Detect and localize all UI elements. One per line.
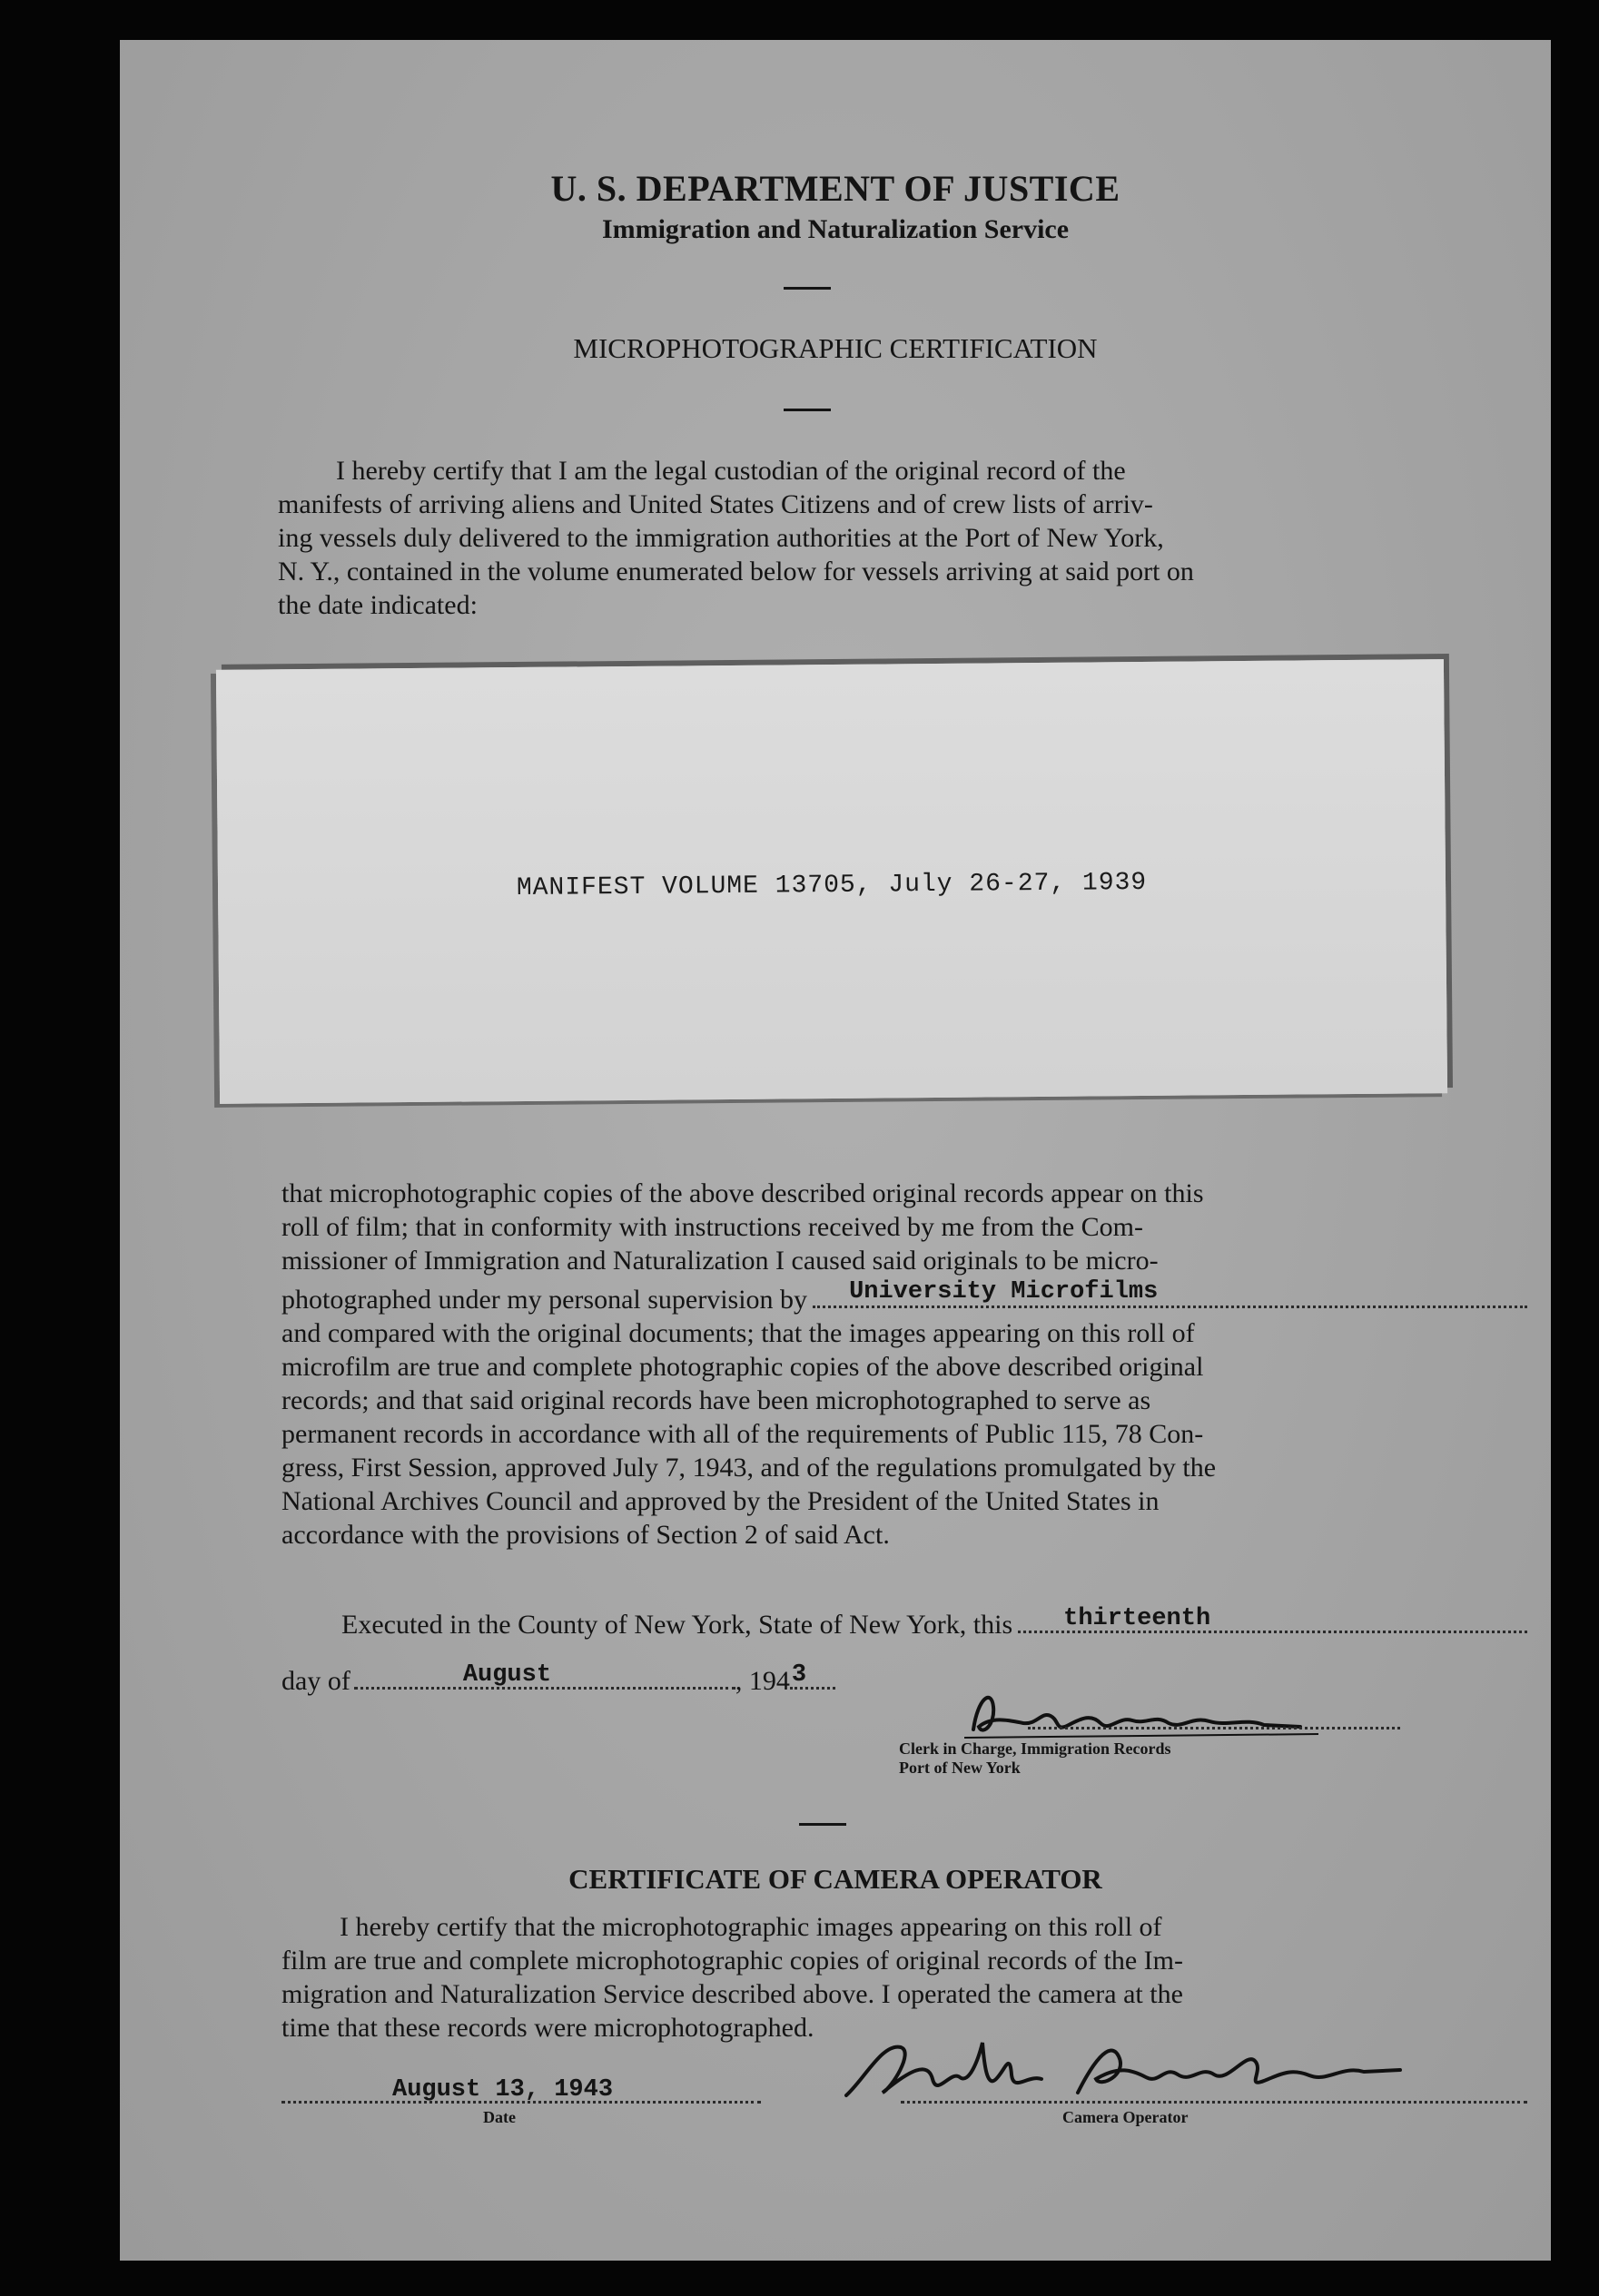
operator-label: Camera Operator: [1062, 2108, 1189, 2126]
clerk-title-line: Clerk in Charge, Immigration Records: [899, 1739, 1171, 1758]
intro-line: N. Y., contained in the volume enumerated below for vessels arriving at said port on: [278, 557, 1194, 586]
intro-line: ing vessels duly delivered to the immigration authorities at the Port of New York,: [278, 523, 1164, 553]
date-value: August 13, 1943: [392, 2076, 614, 2104]
day-ordinal-value: thirteenth: [1063, 1605, 1211, 1632]
year-prefix: 194: [748, 1666, 790, 1696]
day-ordinal-blank: [1018, 1605, 1527, 1633]
manifest-slip: [216, 659, 1447, 1104]
manifest-volume-text: MANIFEST VOLUME 13705, July 26-27, 1939: [516, 868, 1148, 903]
operator-signature-line: [901, 2101, 1527, 2104]
intro-line: manifests of arriving aliens and United States Citizens and of crew lists of arriv-: [278, 489, 1153, 519]
intro-line: the date indicated:: [278, 590, 478, 620]
execution-line: [341, 1605, 1527, 1641]
body-line: accordance with the provisions of Section 2 of said Act.: [281, 1520, 890, 1550]
camera-line: time that these records were microphotographed.: [281, 2013, 814, 2043]
body-paragraph: [281, 1177, 1527, 1552]
year-blank: [790, 1661, 835, 1690]
supervision-prefix: photographed under my personal supervision by: [281, 1285, 808, 1315]
body-line: permanent records in accordance with all of the requirements of Public 115, 78 Con-: [281, 1419, 1204, 1449]
intro-line: I hereby certify that I am the legal custodian of the original record of the: [336, 456, 1126, 486]
department-heading: U. S. DEPARTMENT OF JUSTICE: [550, 168, 1120, 209]
body-line: missioner of Immigration and Naturalization I caused said originals to be micro-: [281, 1246, 1159, 1276]
body-line: microfilm are true and complete photographic copies of the above described original: [281, 1352, 1204, 1382]
supervised-by-value: University Microfilms: [849, 1278, 1159, 1306]
body-line: National Archives Council and approved by the President of the United States in: [281, 1486, 1160, 1516]
divider: [799, 1823, 846, 1826]
camera-line: migration and Naturalization Service described above. I operated the camera at the: [281, 1979, 1183, 2009]
camera-line: I hereby certify that the microphotographic images appearing on this roll of: [340, 1912, 1162, 1942]
camera-line: film are true and complete microphotographic copies of original records of the Im-: [281, 1946, 1183, 1976]
body-line: records; and that said original records have been microphotographed to serve as: [281, 1385, 1151, 1415]
date-label: Date: [483, 2108, 516, 2126]
divider: [784, 409, 831, 411]
divider: [784, 287, 831, 290]
day-of-label: day of: [281, 1666, 350, 1696]
body-line: roll of film; that in conformity with instructions received by me from the Com-: [281, 1212, 1143, 1242]
month-blank: [354, 1661, 735, 1690]
supervision-line: [281, 1278, 1527, 1316]
clerk-signature-line: [1028, 1727, 1400, 1729]
year-digit-value: 3: [791, 1661, 807, 1689]
supervision-blank: [813, 1278, 1527, 1308]
body-line: and compared with the original documents; that the images appearing on this roll of: [281, 1318, 1195, 1348]
clerk-title: [899, 1739, 1170, 1778]
camera-certificate-title: CERTIFICATE OF CAMERA OPERATOR: [568, 1863, 1102, 1895]
clerk-port-line: Port of New York: [899, 1759, 1021, 1777]
certificate-page: [120, 40, 1551, 2261]
body-line: gress, First Session, approved July 7, 1943, and of the regulations promulgated by the: [281, 1453, 1217, 1483]
certification-title: MICROPHOTOGRAPHIC CERTIFICATION: [573, 332, 1098, 364]
service-subheading: Immigration and Naturalization Service: [601, 214, 1070, 244]
body-line: that microphotographic copies of the above described original records appear on this: [281, 1178, 1204, 1208]
day-of-line: day of August , 194 3: [281, 1665, 835, 1697]
intro-paragraph: [278, 454, 1522, 622]
month-value: August: [462, 1661, 552, 1689]
execution-prefix: Executed in the County of New York, State of New York, this: [341, 1610, 1013, 1640]
